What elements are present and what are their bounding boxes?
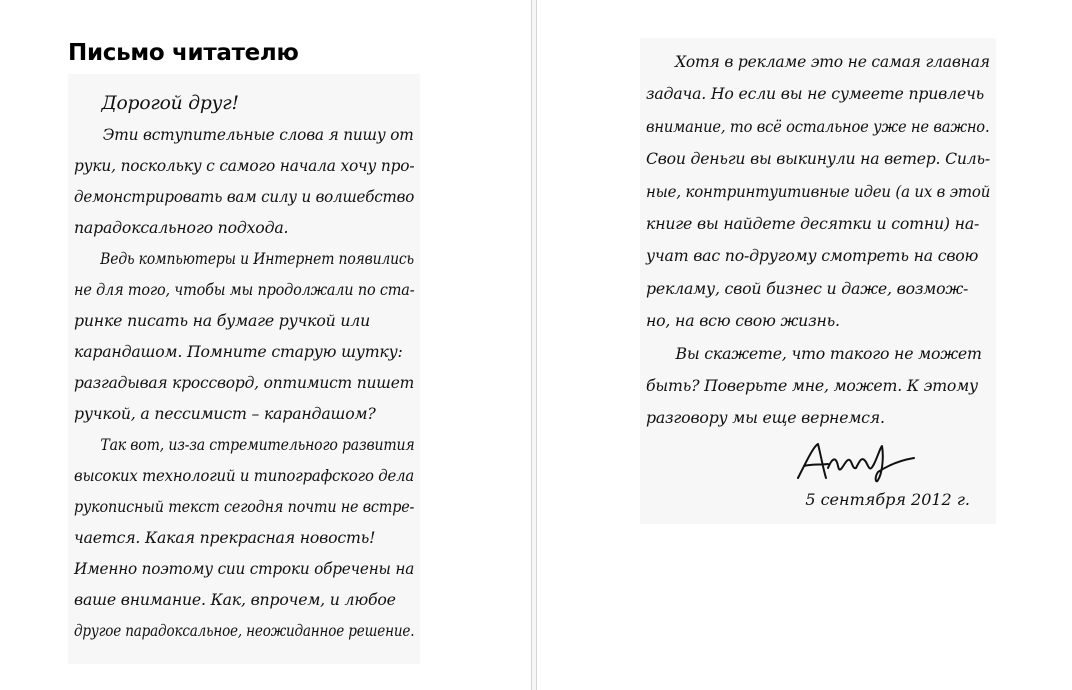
letter-line: Хотя в рекламе это не самая главная (675, 52, 990, 71)
letter-line: ные, контринтуитивные идеи (а их в этой (646, 181, 991, 201)
letter-line: Именно поэтому сии строки обречены на (74, 559, 415, 578)
letter-greeting: Дорогой друг! (101, 92, 239, 114)
handwritten-signature (790, 438, 920, 486)
letter-line: но, на всю свою жизнь. (646, 311, 840, 331)
letter-line: Так вот, из-за стремительного развития (100, 435, 415, 454)
letter-line: ваше внимание. Как, впрочем, и любое (74, 590, 396, 609)
letter-line: внимание, то всё остальное уже не важно. (646, 116, 990, 136)
letter-line: рукописный текст сегодня почти не встре- (74, 497, 415, 516)
letter-line: Ведь компьютеры и Интернет появились (100, 249, 414, 268)
letter-line: Свои деньги вы выкинули на ветер. Силь- (646, 149, 990, 169)
page-gutter (531, 0, 537, 690)
signature-block (790, 438, 970, 509)
letter-line: книге вы найдете десятки и сотни) на- (646, 213, 980, 233)
letter-line: быть? Поверьте мне, может. К этому (646, 375, 978, 395)
handwritten-letter-page-1 (68, 74, 420, 664)
letter-line: другое парадоксальное, неожиданное решение. (74, 621, 415, 640)
letter-line: чается. Какая прекрасная новость! (74, 528, 376, 547)
letter-line: парадоксального подхода. (74, 218, 289, 237)
letter-line: ринке писать на бумаге ручкой или (74, 311, 371, 330)
letter-line: разгадывая кроссворд, оптимист пишет (74, 373, 415, 392)
page-title: Письмо читателю (68, 40, 299, 66)
letter-line: не для того, чтобы мы продолжали по ста- (74, 280, 415, 299)
letter-line: учат вас по-другому смотреть на свою (646, 246, 979, 266)
handwritten-letter-page-2 (640, 38, 996, 524)
letter-line: высоких технологий и типографского дела (74, 466, 415, 485)
letter-line: разговору мы еще вернемся. (646, 408, 885, 428)
letter-line: руки, поскольку с самого начала хочу про- (74, 156, 415, 175)
letter-line: задача. Но если вы не сумеете привлечь (646, 84, 985, 104)
letter-line: Вы скажете, что такого не может (675, 343, 982, 363)
letter-line: карандашом. Помните старую шутку: (74, 342, 403, 361)
letter-line: демонстрировать вам силу и волшебство (74, 187, 415, 206)
letter-date: 5 сентября 2012 г. (805, 490, 970, 509)
letter-line: Эти вступительные слова я пишу от (102, 125, 414, 144)
letter-line: рекламу, свой бизнес и даже, возмож- (646, 278, 969, 298)
letter-line: ручкой, а пессимист – карандашом? (74, 404, 376, 423)
